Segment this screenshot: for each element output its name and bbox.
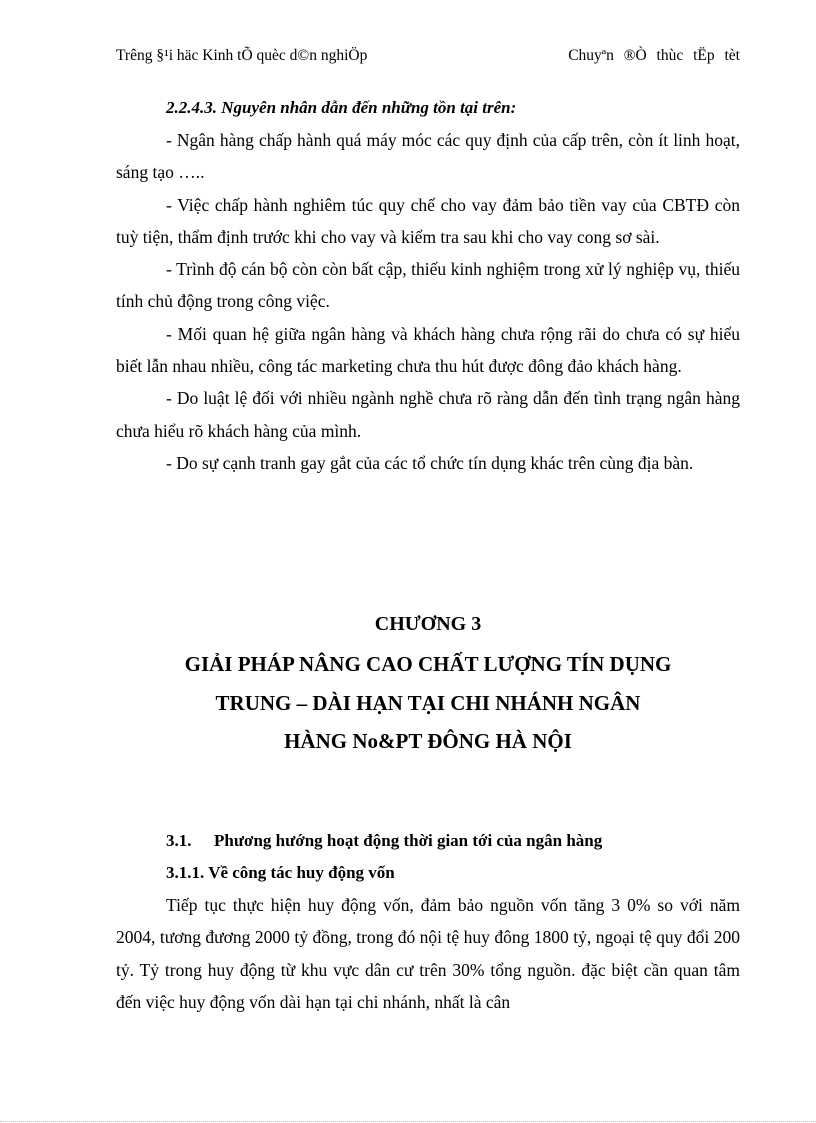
chapter-title-line: TRUNG – DÀI HẠN TẠI CHI NHÁNH NGÂN bbox=[215, 690, 641, 715]
chapter-title-line: GIẢI PHÁP NÂNG CAO CHẤT LƯỢNG TÍN DỤNG bbox=[184, 652, 672, 676]
section-heading: 2.2.4.3. Nguyên nhân dẫn đến những tồn tại trên: bbox=[166, 98, 517, 117]
chapter-heading bbox=[116, 612, 740, 761]
chapter-title-line: HÀNG No&PT ĐÔNG HÀ NỘI bbox=[284, 729, 572, 754]
paragraph: - Ngân hàng chấp hành quá máy móc các quy định của cấp trên, còn ít linh hoạt, sáng tạo ….. bbox=[116, 130, 740, 183]
header-left-text: Trêng §¹i häc Kinh tÕ quèc d©n nghiÖp bbox=[116, 47, 368, 64]
section-number: 3.1. bbox=[166, 831, 192, 850]
paragraph: - Mối quan hệ giữa ngân hàng và khách hàng chưa rộng rãi do chưa có sự hiểu biết lẫn nhau nhiều, công tác marketing chưa thu hút được đông đảo khách hàng. bbox=[116, 323, 740, 377]
section-title: Phương hướng hoạt động thời gian tới của ngân hàng bbox=[214, 831, 603, 850]
chapter-title bbox=[116, 645, 740, 761]
paragraph: - Việc chấp hành nghiêm túc quy chế cho vay đảm bảo tiền vay của CBTĐ còn tuỳ tiện, thẩm định trước khi cho vay và kiểm tra sau khi cho vay cong sơ sài. bbox=[116, 194, 740, 247]
paragraph: Tiếp tục thực hiện huy động vốn, đảm bảo nguồn vốn tăng 3 0% so với năm 2004, tương đương 2000 tỷ đồng, trong đó nội tệ huy đông 1800 tỷ, ngoại tệ quy đổi 200 tỷ. Tỷ trong huy động từ khu vực dân cư trên 30% tổng nguồn. đặc biệt cần quan tâm đến việc huy động vốn dài hạn tại chi nhánh, nhất là cân bbox=[116, 895, 740, 1012]
header-right-text: Chuyªn ®Ò thùc tËp tèt bbox=[568, 47, 740, 64]
paragraph: - Do luật lệ đối với nhiều ngành nghề chưa rõ ràng dẫn đến tình trạng ngân hàng chưa hiểu rõ khách hàng của mình. bbox=[116, 388, 740, 441]
subsection-heading: 3.1.1. Về công tác huy động vốn bbox=[166, 863, 395, 882]
section-heading bbox=[116, 825, 740, 857]
section-2-2-4-3 bbox=[116, 92, 740, 479]
paragraph: - Do sự cạnh tranh gay gắt của các tổ chức tín dụng khác trên cùng địa bàn. bbox=[166, 452, 694, 473]
chapter-number: CHƯƠNG 3 bbox=[374, 613, 482, 635]
section-3-1 bbox=[116, 825, 740, 1018]
paragraph: - Trình độ cán bộ còn còn bất cập, thiếu kinh nghiệm trong xử lý nghiệp vụ, thiếu tính chủ động trong công việc. bbox=[116, 259, 740, 312]
page-bottom-border bbox=[0, 1121, 816, 1122]
